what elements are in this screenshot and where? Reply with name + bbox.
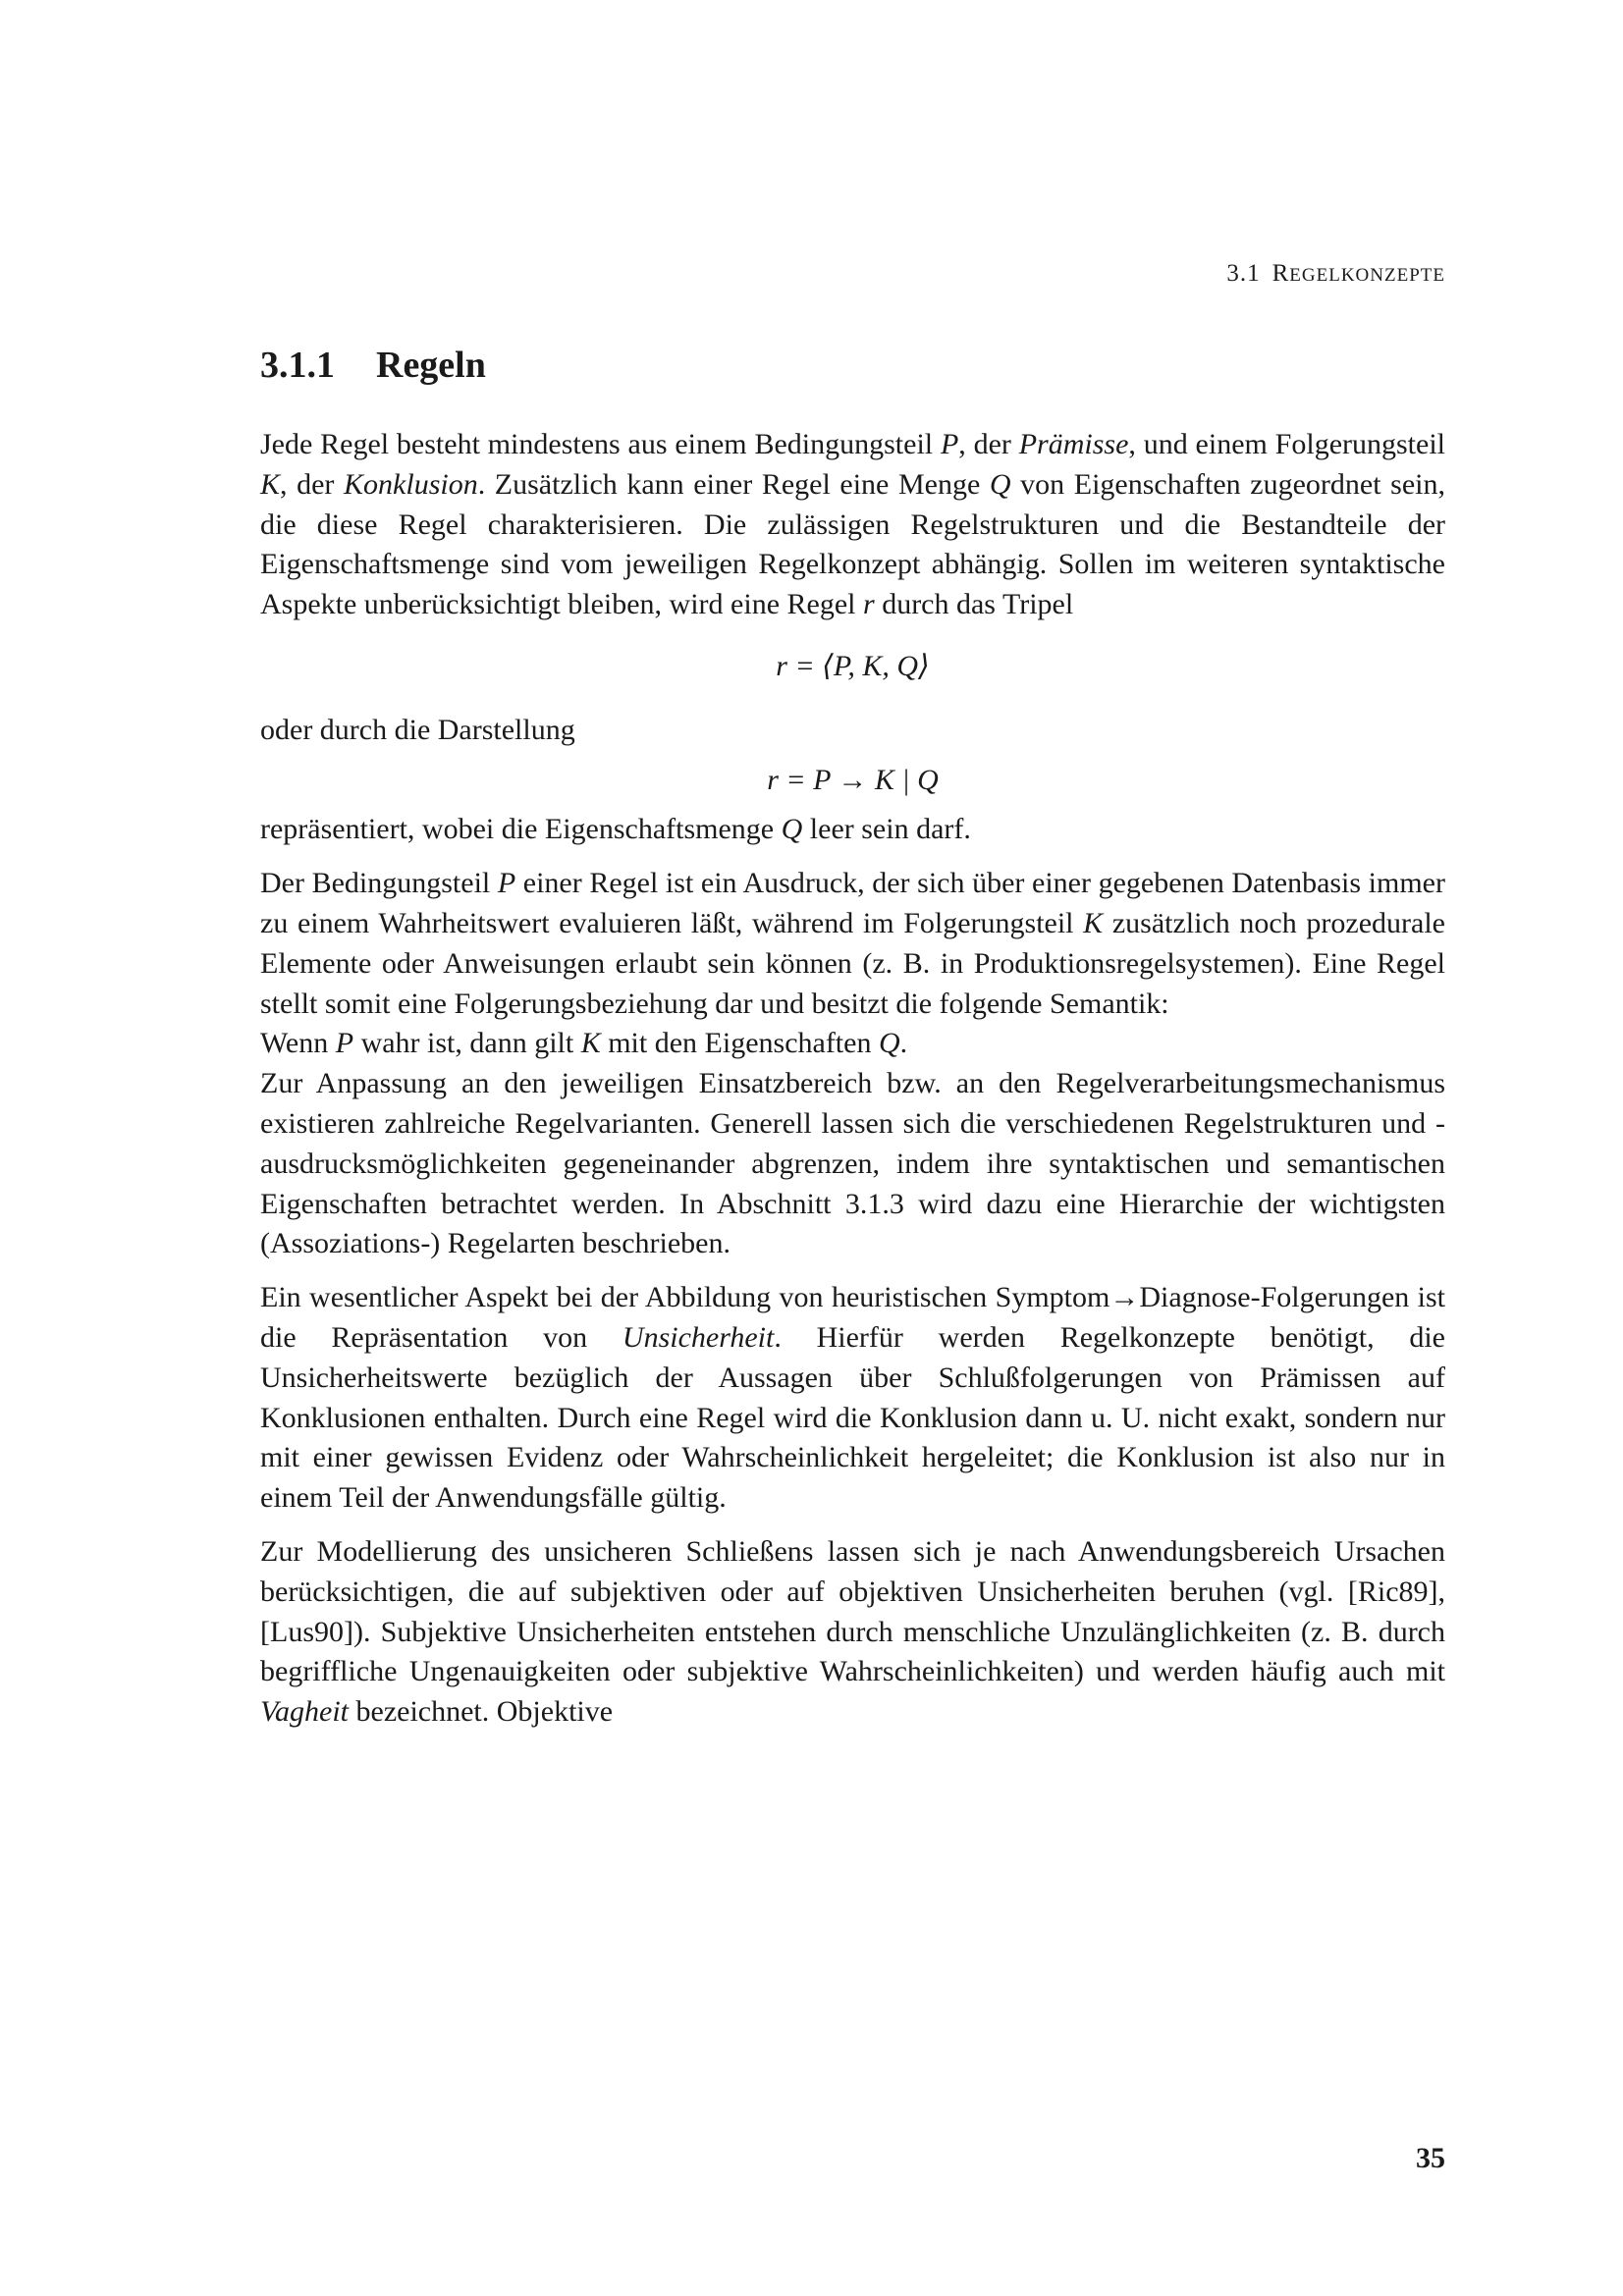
paragraph-uncertainty: Ein wesentlicher Aspekt bei der Abbildung von heuristischen Symptom→Diagnose-Folgerungen ist die Repräsentation von Unsicherheit. Hierfür werden Regelkonzepte benötigt, die Unsicherheitswerte bezüglich der Aussagen über Schlußfolgerungen von Prämissen auf Konklusionen enthalten. Durch eine Regel wird die Konklusion dann u. U. nicht exakt, sondern nur mit einer gewissen Evidenz oder Wahrscheinlichkeit hergeleitet; die Konklusion ist also nur in einem Teil der Anwendungsfälle gültig. [260,1281,1445,1515]
semantic-statement: Wenn P wahr ist, dann gilt K mit den Eigenschaften Q. [260,1027,908,1060]
header-section-number: 3.1 [1226,260,1261,287]
or-representation-text: oder durch die Darstellung [260,713,575,746]
paragraph-represented: repräsentiert, wobei die Eigenschaftsmenge Q leer sein darf. [260,813,971,846]
body-text [260,425,1445,1733]
running-header [1080,260,1445,288]
header-title-initial: R [1271,260,1290,287]
paragraph-condition-part: Der Bedingungsteil P einer Regel ist ein Ausdruck, der sich über einer gegebenen Datenbasis immer zu einem Wahrheitswert evaluieren läßt, während im Folgerungsteil K zusätzlich noch prozedurale Elemente oder Anweisungen erlaubt sein können (z. B. in Produktionsregelsystemen). Eine Regel stellt somit eine Folgerungsbeziehung dar und besitzt die folgende Semantik: [260,867,1445,1020]
paragraph-rule-definition: Jede Regel besteht mindestens aus einem Bedingungsteil P, der Prämisse, und einem Folgerungsteil K, der Konklusion. Zusätzlich kann einer Regel eine Menge Q von Eigenschaften zugeordnet sein, die diese Regel charakterisieren. Die zulässigen Regelstrukturen und die Bestandteile der Eigenschaftsmenge sind vom jeweiligen Regelkonzept abhängig. Sollen im weiteren syntaktische Aspekte unberücksichtigt bleiben, wird eine Regel r durch das Tripel [260,428,1445,621]
paragraph-uncertain-reasoning: Zur Modellierung des unsicheren Schließens lassen sich je nach Anwendungsbereich Ursachen berücksichtigen, die auf subjektiven oder auf objektiven Unsicherheiten beruhen (vgl. [Ric89], [Lus90]). Subjektive Unsicherheiten entstehen durch menschliche Unzulänglichkeiten (z. B. durch begriffliche Ungenauigkeiten oder subjektive Wahrscheinlichkeiten) und werden häufig auch mit Vagheit bezeichnet. Objektive [260,1534,1445,1729]
section-number: 3.1.1 [260,345,335,386]
section-heading [260,344,486,387]
citation-ric89[interactable]: [Ric89] [1347,1575,1438,1608]
citation-lus90[interactable]: [Lus90] [260,1615,353,1648]
equation-representation-line [260,711,1445,751]
equation-triple: r = ⟨P, K, Q⟩ [776,649,930,682]
equation-arrow: r = P → K | Q [767,763,939,796]
page-number: 35 [1416,2142,1445,2174]
header-title-rest: EGELKONZEPTE [1289,265,1445,286]
section-title: Regeln [376,345,486,386]
paragraph-rule-variants: Zur Anpassung an den jeweiligen Einsatzbereich bzw. an den Regelverarbeitungsmechanismus existieren zahlreiche Regelvarianten. Generell lassen sich die verschiedenen Regelstrukturen und -ausdrucksmöglichkeiten gegeneinander abgrenzen, indem ihre syntaktischen und semantischen Eigenschaften betrachtet werden. In Abschnitt 3.1.3 wird dazu eine Hierarchie der wichtigsten (Assoziations-) Regelarten beschrieben. [260,1067,1445,1260]
